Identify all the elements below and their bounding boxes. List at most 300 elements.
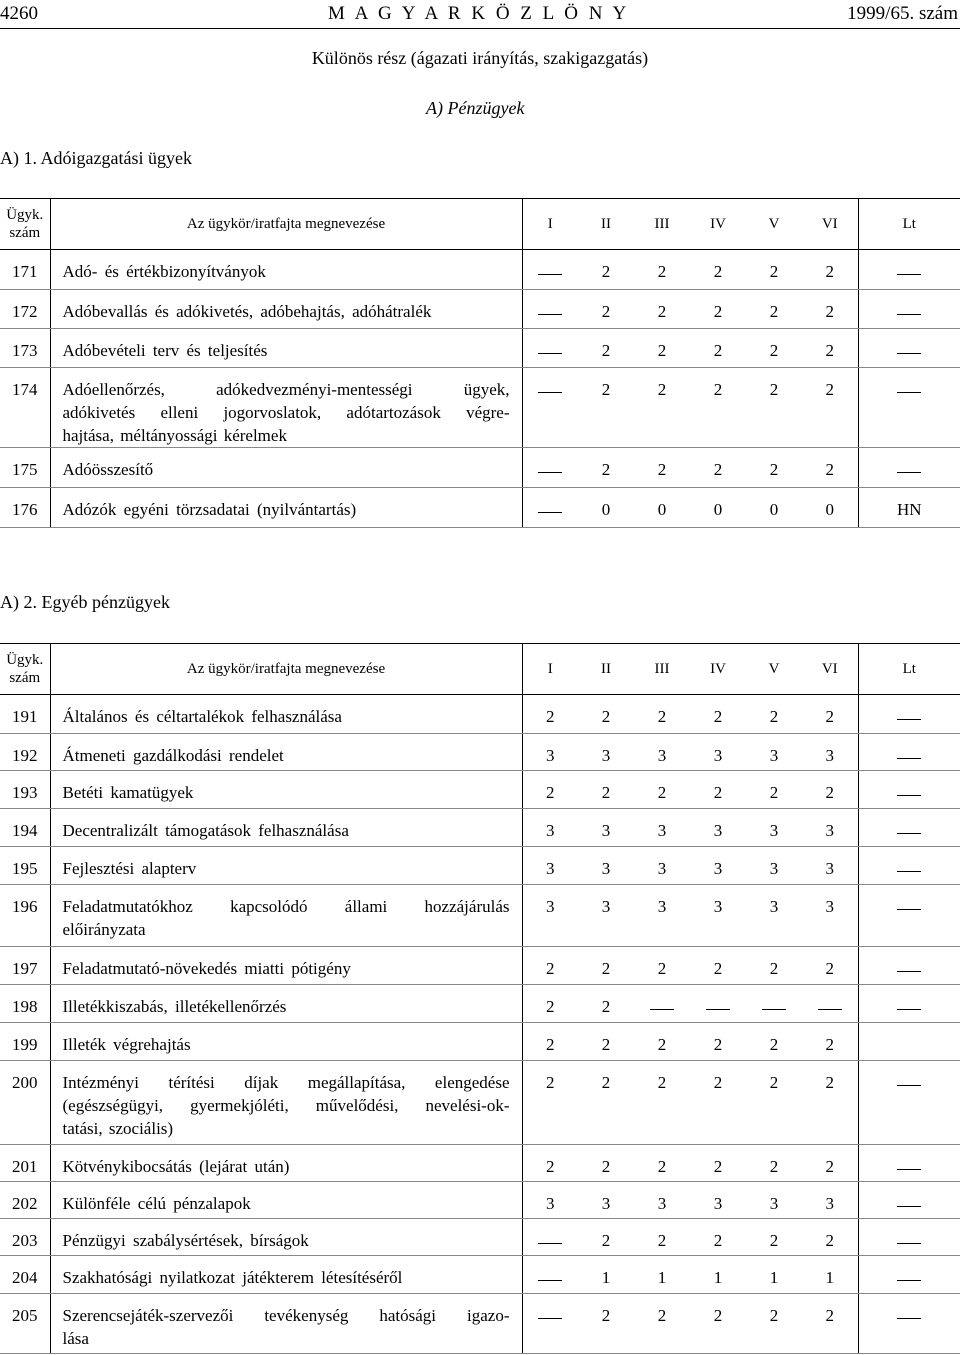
- cell-c3: [634, 734, 690, 771]
- cell-c4: [690, 1256, 746, 1294]
- cell-c4: [690, 1219, 746, 1256]
- cell-value: 3: [657, 897, 667, 916]
- cell-c3: [634, 1023, 690, 1061]
- cell-value: 2: [657, 302, 667, 321]
- dash-mark: [897, 1243, 921, 1244]
- cell-value: 2: [657, 380, 667, 399]
- records-table-other: [0, 643, 960, 1354]
- cell-c2: [578, 847, 634, 885]
- cell-c2: [578, 1219, 634, 1256]
- cell-lt: [858, 1256, 960, 1294]
- cell-value: 3: [769, 897, 779, 916]
- cell-value: 3: [657, 1194, 667, 1213]
- col-header-description: Az ügykör/iratfajta megnevezése: [50, 199, 522, 250]
- table-row: [0, 734, 960, 771]
- table-row: [0, 695, 960, 734]
- cell-value: 2: [601, 262, 611, 281]
- cell-c6: [802, 695, 858, 734]
- cell-lt: [858, 734, 960, 771]
- cell-c3: [634, 809, 690, 847]
- cell-c6: [802, 1294, 858, 1354]
- cell-value: 2: [601, 1035, 611, 1054]
- col-header-description: Az ügykör/iratfajta megnevezése: [50, 644, 522, 695]
- row-description: [50, 771, 522, 809]
- cell-lt: [858, 368, 960, 448]
- cell-value: 3: [769, 859, 779, 878]
- row-number: 198: [0, 985, 50, 1023]
- cell-c2: [578, 809, 634, 847]
- cell-value: 2: [601, 1231, 611, 1250]
- cell-value: 3: [769, 821, 779, 840]
- row-description: [50, 250, 522, 290]
- cell-c6: [802, 809, 858, 847]
- cell-c4: [690, 947, 746, 985]
- cell-c4: [690, 1061, 746, 1145]
- row-description: [50, 809, 522, 847]
- cell-c5: [746, 695, 802, 734]
- cell-value: HN: [896, 500, 922, 519]
- row-number: 203: [0, 1219, 50, 1256]
- cell-c3: [634, 250, 690, 290]
- cell-c5: [746, 985, 802, 1023]
- table-row: [0, 1294, 960, 1354]
- dash-mark: [897, 795, 921, 796]
- cell-c2: [578, 1256, 634, 1294]
- cell-value: 3: [657, 859, 667, 878]
- cell-c3: [634, 1061, 690, 1145]
- cell-value: 3: [657, 821, 667, 840]
- cell-value: 2: [713, 959, 723, 978]
- dash-mark: [538, 314, 562, 315]
- row-description-line: Adóbevallás és adókivetés, adóbehajtás, adóhátralék: [62, 302, 432, 321]
- cell-value: 2: [657, 460, 667, 479]
- cell-value: 2: [769, 707, 779, 726]
- cell-c5: [746, 847, 802, 885]
- row-number: 173: [0, 329, 50, 368]
- cell-value: 2: [546, 1035, 555, 1054]
- cell-c5: [746, 1219, 802, 1256]
- dash-mark: [818, 1009, 842, 1010]
- cell-value: 2: [769, 460, 779, 479]
- cell-lt: [858, 1061, 960, 1145]
- dash-mark: [538, 512, 562, 513]
- row-description: [50, 1061, 522, 1145]
- cell-lt: [858, 488, 960, 528]
- cell-value: 1: [601, 1268, 611, 1287]
- cell-c6: [802, 368, 858, 448]
- cell-c1: [522, 448, 578, 488]
- cell-c2: [578, 1145, 634, 1182]
- cell-value: 0: [713, 500, 723, 519]
- cell-value: 2: [825, 1035, 834, 1054]
- table-1-title: A) 1. Adóigazgatási ügyek: [0, 148, 192, 168]
- cell-value: 2: [825, 707, 834, 726]
- cell-c1: [522, 1182, 578, 1219]
- cell-c5: [746, 885, 802, 947]
- table-2-title: A) 2. Egyéb pénzügyek: [0, 592, 170, 612]
- cell-value: 2: [657, 262, 667, 281]
- cell-lt: [858, 448, 960, 488]
- row-number: 199: [0, 1023, 50, 1061]
- cell-c3: [634, 1182, 690, 1219]
- col-header-lt: Lt: [858, 644, 960, 695]
- cell-value: 2: [546, 997, 555, 1016]
- cell-value: 2: [769, 1306, 779, 1325]
- row-description: [50, 368, 522, 448]
- row-description-line: Illetékkiszabás, illetékellenőrzés: [62, 997, 287, 1016]
- row-description-line: előirányzata: [62, 920, 146, 939]
- cell-value: 2: [825, 262, 834, 281]
- cell-value: 3: [546, 821, 555, 840]
- dash-mark: [762, 1009, 786, 1010]
- cell-value: 3: [825, 897, 834, 916]
- cell-value: 2: [769, 1231, 779, 1250]
- row-number: 174: [0, 368, 50, 448]
- cell-value: 2: [657, 783, 667, 802]
- row-number: 176: [0, 488, 50, 528]
- table-row: [0, 885, 960, 947]
- cell-c4: [690, 368, 746, 448]
- dash-mark: [706, 1009, 730, 1010]
- section-title: Különös rész (ágazati irányítás, szakigazgatás): [311, 48, 649, 68]
- col-header-c3: III: [634, 199, 690, 250]
- cell-c2: [578, 250, 634, 290]
- cell-value: 2: [825, 302, 834, 321]
- table-row: [0, 250, 960, 290]
- col-header-c6: VI: [802, 644, 858, 695]
- row-description: [50, 947, 522, 985]
- cell-c5: [746, 250, 802, 290]
- row-number: 200: [0, 1061, 50, 1145]
- dash-mark: [897, 1085, 921, 1086]
- cell-value: 2: [713, 460, 723, 479]
- table-row: [0, 809, 960, 847]
- cell-c5: [746, 734, 802, 771]
- cell-value: 2: [769, 1035, 779, 1054]
- table-row: [0, 329, 960, 368]
- cell-value: 2: [657, 1231, 667, 1250]
- cell-value: 2: [601, 341, 611, 360]
- cell-value: 2: [546, 1073, 555, 1092]
- row-description-line: Feladatmutató-növekedés miatti pótigény: [62, 959, 351, 978]
- cell-c4: [690, 448, 746, 488]
- cell-c2: [578, 448, 634, 488]
- cell-value: 1: [713, 1268, 723, 1287]
- cell-c6: [802, 488, 858, 528]
- cell-c6: [802, 1145, 858, 1182]
- cell-c3: [634, 488, 690, 528]
- cell-c2: [578, 885, 634, 947]
- dash-mark: [897, 353, 921, 354]
- row-description-line: Szakhatósági nyilatkozat játékterem létesítéséről: [62, 1268, 403, 1287]
- cell-value: 2: [546, 959, 555, 978]
- cell-c5: [746, 947, 802, 985]
- dash-mark: [897, 719, 921, 720]
- cell-c4: [690, 1023, 746, 1061]
- table-row: [0, 1023, 960, 1061]
- cell-c6: [802, 847, 858, 885]
- cell-value: 2: [546, 783, 555, 802]
- cell-c3: [634, 329, 690, 368]
- row-number: 192: [0, 734, 50, 771]
- cell-c4: [690, 985, 746, 1023]
- cell-value: 3: [825, 821, 834, 840]
- row-description: [50, 448, 522, 488]
- table-row: [0, 368, 960, 448]
- row-description-line: tatási, szociális): [62, 1119, 174, 1138]
- cell-value: 2: [657, 1073, 667, 1092]
- cell-c3: [634, 368, 690, 448]
- table-row: [0, 1256, 960, 1294]
- cell-value: 2: [601, 959, 611, 978]
- dash-mark: [538, 1318, 562, 1319]
- cell-c6: [802, 885, 858, 947]
- cell-c5: [746, 329, 802, 368]
- col-header-number: [0, 199, 50, 250]
- cell-value: 2: [713, 262, 723, 281]
- cell-c2: [578, 985, 634, 1023]
- row-number: 197: [0, 947, 50, 985]
- cell-value: 1: [825, 1268, 834, 1287]
- cell-c2: [578, 734, 634, 771]
- cell-value: 2: [601, 707, 611, 726]
- cell-value: 3: [601, 746, 611, 765]
- cell-value: 3: [546, 746, 555, 765]
- row-number: 204: [0, 1256, 50, 1294]
- cell-c2: [578, 488, 634, 528]
- table-row: [0, 488, 960, 528]
- col-header-c1: I: [522, 199, 578, 250]
- cell-c5: [746, 448, 802, 488]
- cell-c1: [522, 734, 578, 771]
- dash-mark: [538, 1243, 562, 1244]
- row-description-line: Feladatmutatókhoz kapcsolódó állami hozzájárulás: [62, 897, 510, 916]
- cell-c1: [522, 488, 578, 528]
- cell-value: 2: [825, 959, 834, 978]
- row-number: 201: [0, 1145, 50, 1182]
- cell-value: 2: [601, 1073, 611, 1092]
- cell-value: 3: [713, 746, 723, 765]
- cell-value: 3: [713, 821, 723, 840]
- cell-value: 3: [825, 746, 834, 765]
- row-description: [50, 1256, 522, 1294]
- row-number: 171: [0, 250, 50, 290]
- dash-mark: [897, 392, 921, 393]
- row-description: [50, 290, 522, 329]
- cell-c5: [746, 1294, 802, 1354]
- cell-value: 3: [601, 897, 611, 916]
- row-description-line: hajtása, méltányossági kérelmek: [62, 426, 287, 445]
- cell-c4: [690, 1145, 746, 1182]
- cell-c4: [690, 847, 746, 885]
- cell-c2: [578, 329, 634, 368]
- col-header-number-line: Ügyk.: [6, 652, 44, 668]
- dash-mark: [897, 971, 921, 972]
- cell-value: 2: [713, 1157, 723, 1176]
- cell-value: 2: [657, 1306, 667, 1325]
- cell-value: 2: [601, 1157, 611, 1176]
- col-header-c2: II: [578, 199, 634, 250]
- cell-lt: [858, 985, 960, 1023]
- cell-lt: [858, 885, 960, 947]
- cell-c1: [522, 329, 578, 368]
- cell-lt: [858, 290, 960, 329]
- cell-c3: [634, 1294, 690, 1354]
- cell-value: 2: [546, 707, 555, 726]
- cell-value: 2: [601, 302, 611, 321]
- cell-c4: [690, 488, 746, 528]
- cell-value: 2: [713, 380, 723, 399]
- col-header-c6: VI: [802, 199, 858, 250]
- row-description: [50, 847, 522, 885]
- cell-c3: [634, 985, 690, 1023]
- cell-value: 2: [713, 341, 723, 360]
- cell-c6: [802, 947, 858, 985]
- cell-value: 2: [601, 783, 611, 802]
- cell-value: 2: [657, 1035, 667, 1054]
- cell-value: 3: [546, 859, 555, 878]
- cell-value: 3: [601, 1194, 611, 1213]
- cell-value: 2: [825, 783, 834, 802]
- cell-value: 0: [769, 500, 779, 519]
- row-number: 172: [0, 290, 50, 329]
- row-description-line: Különféle célú pénzalapok: [62, 1194, 251, 1213]
- table-row: [0, 1182, 960, 1219]
- row-description: [50, 329, 522, 368]
- dash-mark: [897, 833, 921, 834]
- dash-mark: [538, 392, 562, 393]
- cell-lt: [858, 1145, 960, 1182]
- cell-value: 3: [713, 859, 723, 878]
- row-description-line: Pénzügyi szabálysértések, bírságok: [62, 1231, 309, 1250]
- cell-c3: [634, 771, 690, 809]
- header-row: [0, 199, 960, 250]
- cell-c4: [690, 250, 746, 290]
- cell-value: 3: [657, 746, 667, 765]
- row-description-line: Szerencsejáték-szervezői tevékenység hatósági igazo-: [62, 1306, 510, 1325]
- col-header-c4: IV: [690, 199, 746, 250]
- dash-mark: [897, 909, 921, 910]
- cell-c1: [522, 1294, 578, 1354]
- row-number: 196: [0, 885, 50, 947]
- table-row: [0, 290, 960, 329]
- row-description-line: Általános és céltartalékok felhasználása: [62, 707, 342, 726]
- row-description-line: adókivetés elleni jogorvoslatok, adótartozások végre-: [62, 403, 510, 422]
- dash-mark: [897, 758, 921, 759]
- cell-c1: [522, 1023, 578, 1061]
- row-number: 191: [0, 695, 50, 734]
- cell-c2: [578, 947, 634, 985]
- header-rule: [0, 28, 960, 29]
- row-description: [50, 488, 522, 528]
- table-row: [0, 1145, 960, 1182]
- table-row: [0, 1219, 960, 1256]
- cell-c3: [634, 695, 690, 734]
- cell-value: 3: [713, 1194, 723, 1213]
- cell-c6: [802, 250, 858, 290]
- cell-lt: [858, 947, 960, 985]
- cell-c2: [578, 290, 634, 329]
- cell-c1: [522, 947, 578, 985]
- cell-value: 2: [825, 460, 834, 479]
- row-description: [50, 985, 522, 1023]
- table-row: [0, 985, 960, 1023]
- cell-value: 2: [713, 783, 723, 802]
- cell-value: 3: [601, 821, 611, 840]
- cell-value: 0: [601, 500, 611, 519]
- cell-value: 3: [546, 897, 555, 916]
- cell-c6: [802, 771, 858, 809]
- cell-value: 2: [713, 302, 723, 321]
- cell-value: 2: [825, 1073, 834, 1092]
- cell-value: 3: [713, 897, 723, 916]
- row-description: [50, 1182, 522, 1219]
- cell-c3: [634, 1256, 690, 1294]
- cell-c4: [690, 329, 746, 368]
- cell-value: 2: [601, 997, 611, 1016]
- cell-lt: [858, 1023, 960, 1061]
- cell-lt: [858, 771, 960, 809]
- cell-c4: [690, 695, 746, 734]
- cell-c2: [578, 695, 634, 734]
- cell-c5: [746, 488, 802, 528]
- dash-mark: [538, 1280, 562, 1281]
- col-header-c3: III: [634, 644, 690, 695]
- cell-c1: [522, 1061, 578, 1145]
- dash-mark: [538, 274, 562, 275]
- row-number: 195: [0, 847, 50, 885]
- cell-value: 3: [601, 859, 611, 878]
- cell-c5: [746, 1023, 802, 1061]
- cell-lt: [858, 250, 960, 290]
- row-description-line: lása: [62, 1329, 89, 1348]
- page-number: 4260: [0, 3, 38, 24]
- cell-value: 2: [825, 1306, 834, 1325]
- cell-c3: [634, 290, 690, 329]
- row-description: [50, 885, 522, 947]
- cell-lt: [858, 329, 960, 368]
- row-description-line: Átmeneti gazdálkodási rendelet: [62, 746, 284, 765]
- row-description: [50, 695, 522, 734]
- row-number: 205: [0, 1294, 50, 1354]
- col-header-c5: V: [746, 644, 802, 695]
- cell-lt: [858, 809, 960, 847]
- row-description-line: Illeték végrehajtás: [62, 1035, 191, 1054]
- cell-c1: [522, 1145, 578, 1182]
- cell-c5: [746, 368, 802, 448]
- cell-value: 3: [546, 1194, 555, 1213]
- cell-c1: [522, 695, 578, 734]
- cell-c3: [634, 947, 690, 985]
- table-row: [0, 847, 960, 885]
- row-description: [50, 1219, 522, 1256]
- cell-c6: [802, 448, 858, 488]
- cell-c3: [634, 1145, 690, 1182]
- cell-value: 3: [825, 859, 834, 878]
- cell-value: 2: [825, 1231, 834, 1250]
- row-description: [50, 1145, 522, 1182]
- cell-c4: [690, 885, 746, 947]
- cell-c4: [690, 1294, 746, 1354]
- row-description-line: Adó- és értékbizonyítványok: [62, 262, 266, 281]
- cell-c4: [690, 290, 746, 329]
- cell-lt: [858, 847, 960, 885]
- table-row: [0, 1061, 960, 1145]
- cell-value: 2: [769, 341, 779, 360]
- cell-c4: [690, 771, 746, 809]
- cell-c4: [690, 1182, 746, 1219]
- cell-value: 2: [601, 380, 611, 399]
